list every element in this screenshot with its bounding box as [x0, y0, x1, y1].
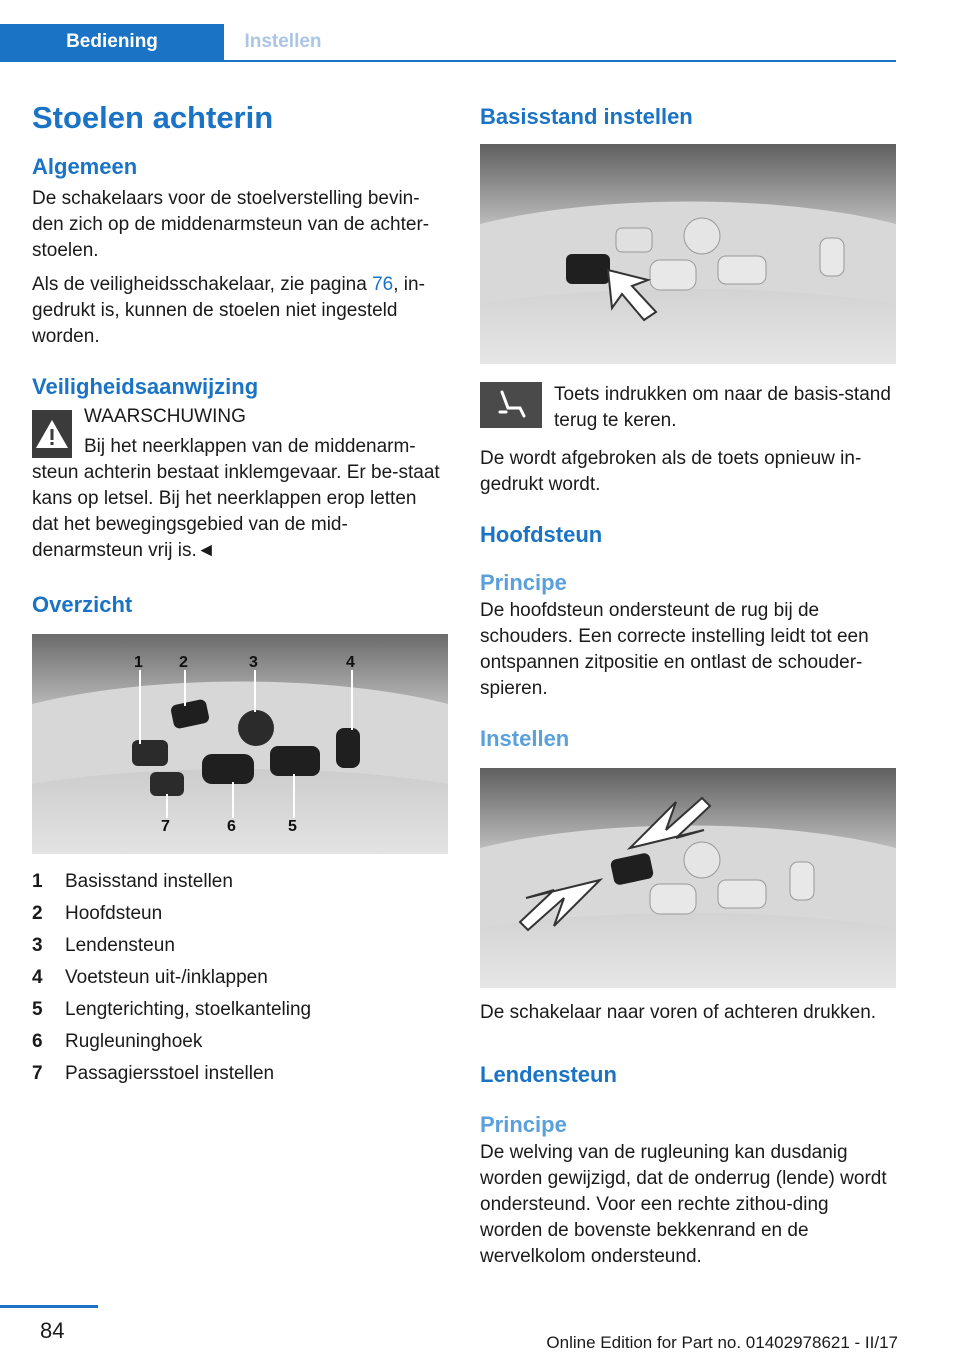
callout-6: 6	[227, 818, 236, 835]
paragraph-algemeen-2	[32, 272, 448, 350]
footer-rule	[0, 1305, 98, 1308]
list-label: Basisstand instellen	[65, 871, 233, 892]
photo-basic-position-button	[480, 144, 896, 364]
list-item	[32, 898, 448, 930]
heading-principe-lendensteun: Principe	[480, 1112, 567, 1137]
list-item	[32, 1058, 448, 1090]
paragraph-principe-lendensteun: De welving van de rugleuning kan dusdanig worden gewijzigd, dat de onderrug (lende) wordt ondersteund. Voor een rechte zithou-ding worden de bovenste bekkenrand en de wervelkolom ondersteund.	[480, 1142, 887, 1267]
list-number: 4	[32, 967, 43, 988]
photo-headrest-switch	[480, 768, 896, 988]
callout-3: 3	[249, 654, 258, 671]
paragraph-instellen: De schakelaar naar voren of achteren drukken.	[480, 1002, 877, 1023]
text-fragment: , in-gedrukt is, kunnen de stoelen niet ingesteld worden.	[32, 274, 425, 347]
heading-hoofdsteun: Hoofdsteun	[480, 522, 603, 547]
seat-basic-position-icon	[480, 382, 542, 428]
list-item	[32, 962, 448, 994]
tab-underline	[0, 60, 896, 62]
list-number: 2	[32, 903, 43, 924]
callout-7: 7	[161, 818, 170, 835]
list-label: Lendensteun	[65, 935, 175, 956]
list-label: Passagiersstoel instellen	[65, 1063, 275, 1084]
list-item	[32, 930, 448, 962]
basic-position-instruction: Toets indrukken om naar de basis-stand terug te keren.	[554, 384, 891, 431]
callout-5: 5	[288, 818, 297, 835]
paragraph-principe-hoofdsteun: De hoofdsteun ondersteunt de rug bij de schouders. Een correcte instelling leidt tot een ontspannen zitpositie en ontlast de schouder-spieren.	[480, 600, 869, 699]
warning-triangle-icon	[32, 410, 72, 458]
heading-veiligheidsaanwijzing: Veiligheidsaanwijzing	[32, 374, 259, 399]
heading-basisstand: Basisstand instellen	[480, 104, 693, 129]
tab-bediening[interactable]: Bediening	[0, 24, 224, 60]
text-fragment: Als de veiligheidsschakelaar, zie pagina	[32, 274, 373, 295]
list-number: 7	[32, 1063, 43, 1084]
footer-edition: Online Edition for Part no. 01402978621 - II/17	[546, 1333, 898, 1352]
heading-lendensteun: Lendensteun	[480, 1062, 617, 1087]
list-label: Lengterichting, stoelkanteling	[65, 999, 312, 1020]
warning-label: WAARSCHUWING	[84, 406, 246, 427]
list-item	[32, 866, 448, 898]
list-item	[32, 1026, 448, 1058]
page-link-76[interactable]: 76	[372, 274, 394, 295]
chapter-tabs	[0, 24, 896, 62]
photo-seat-controls-overview	[32, 634, 448, 854]
page-number: 84	[40, 1318, 65, 1343]
callout-2: 2	[179, 654, 188, 671]
list-label: Hoofdsteun	[65, 903, 163, 924]
list-number: 6	[32, 1031, 43, 1052]
warning-block	[32, 404, 448, 564]
heading-algemeen: Algemeen	[32, 154, 138, 179]
paragraph-basisstand: De wordt afgebroken als de toets opnieuw in-gedrukt wordt.	[480, 448, 862, 495]
basic-position-icon-row	[480, 382, 896, 434]
right-column	[480, 102, 896, 1270]
tab-instellen[interactable]: Instellen	[244, 31, 322, 52]
list-number: 5	[32, 999, 43, 1020]
page-title: Stoelen achterin	[32, 100, 274, 135]
warning-text: steun achterin bestaat inklemgevaar. Er be-staat kans op letsel. Bij het neerklappen erop letten dat het bewegingsgebied van de mid-denarmsteun vrij is.◄	[32, 462, 440, 561]
warning-text-line1: Bij het neerklappen van de middenarm-	[84, 436, 416, 457]
heading-instellen: Instellen	[480, 726, 570, 751]
callout-1: 1	[134, 654, 143, 671]
left-column	[32, 98, 448, 1090]
list-item	[32, 994, 448, 1026]
paragraph-algemeen-1: De schakelaars voor de stoelverstelling bevin-den zich op de middenarmsteun van de achter-stoelen.	[32, 188, 430, 261]
callout-4: 4	[346, 654, 355, 671]
heading-principe-hoofdsteun: Principe	[480, 570, 567, 595]
heading-overzicht: Overzicht	[32, 592, 133, 617]
overview-list	[32, 866, 448, 1090]
list-number: 1	[32, 871, 43, 892]
list-label: Rugleuninghoek	[65, 1031, 203, 1052]
list-number: 3	[32, 935, 43, 956]
list-label: Voetsteun uit-/inklappen	[65, 967, 268, 988]
